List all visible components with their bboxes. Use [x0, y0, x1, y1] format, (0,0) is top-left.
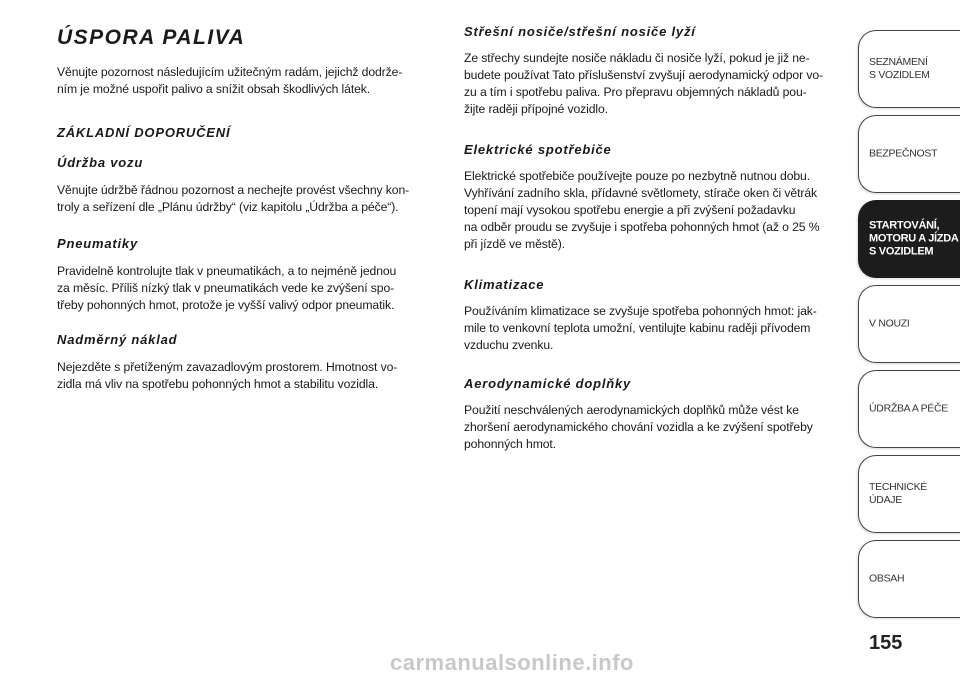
intro-line-2: ním je možné uspořit palivo a snížit obsah škodlivých látek. [57, 82, 371, 96]
page-number: 155 [869, 632, 903, 654]
text-line: vzduchu zvenku. [464, 338, 554, 352]
tab-obsah[interactable] [858, 540, 960, 618]
text-line: pohonných hmot. [464, 437, 557, 451]
tab-udrzba[interactable] [858, 370, 960, 448]
text-line: Elektrické spotřebiče používejte pouze po nezbytně nutnou dobu. [464, 169, 811, 183]
text-line: Nejezděte s přetíženým zavazadlovým prostorem. Hmotnost vo- [57, 360, 398, 374]
load-heading: Nadměrný náklad [57, 332, 178, 347]
intro-paragraph [57, 64, 402, 98]
text-line: zidla má vliv na spotřebu pohonných hmot a stabilitu vozidla. [57, 377, 379, 391]
text-line: Vyhřívání zadního skla, přídavné světlomety, stírače oken či větrák [464, 186, 817, 200]
tab-seznameni[interactable] [858, 30, 960, 108]
watermark: carmanualsonline.info [390, 650, 634, 675]
ac-paragraph [464, 303, 817, 354]
roof-heading: Střešní nosiče/střešní nosiče lyží [464, 24, 696, 39]
ac-heading: Klimatizace [464, 277, 545, 292]
text-line: zu a tím i spotřebu paliva. Pro přepravu objemných nákladů pou- [464, 85, 807, 99]
tyres-paragraph [57, 263, 396, 314]
text-line: Věnujte údržbě řádnou pozornost a nechejte provést všechny kon- [57, 183, 410, 197]
page-title: ÚSPORA PALIVA [57, 26, 246, 49]
text-line: zhoršení aerodynamického chování vozidla a ke zvýšení spotřeby [464, 420, 813, 434]
maintenance-heading: Údržba vozu [57, 155, 144, 170]
tab-label: STARTOVÁNÍ, MOTORU A JÍZDA S VOZIDLEM [869, 219, 959, 258]
text-line: třeby pohonných hmot, protože je vyšší valivý odpor pneumatik. [57, 298, 395, 312]
tyres-heading: Pneumatiky [57, 236, 138, 251]
text-line: troly a seřízení dle „Plánu údržby“ (viz kapitolu „Údržba a péče“). [57, 200, 399, 214]
aero-paragraph [464, 402, 813, 453]
electric-paragraph [464, 168, 820, 253]
tab-label: TECHNICKÉ ÚDAJE [869, 481, 927, 506]
electric-heading: Elektrické spotřebiče [464, 142, 612, 157]
text-line: Používáním klimatizace se zvyšuje spotřeba pohonných hmot: jak- [464, 304, 817, 318]
maintenance-paragraph [57, 182, 409, 216]
section-heading: ZÁKLADNÍ DOPORUČENÍ [57, 125, 231, 140]
text-line: žijte raději přípojné vozidlo. [464, 102, 609, 116]
text-line: mile to venkovní teplota umožní, ventilujte kabinu raději přívodem [464, 321, 811, 335]
text-line: budete používat Tato příslušenství zvyšují aerodynamický odpor vo- [464, 68, 823, 82]
tab-bezpecnost[interactable] [858, 115, 960, 193]
tab-label: V NOUZI [869, 317, 910, 330]
tab-label: BEZPEČNOST [869, 147, 938, 160]
text-line: za měsíc. Příliš nízký tlak v pneumatikách vede ke zvýšení spo- [57, 281, 395, 295]
text-line: na odběr proudu se zvyšuje i spotřeba pohonných hmot (až o 25 % [464, 220, 820, 234]
load-paragraph [57, 359, 397, 393]
text-line: topení mají vysokou spotřebu energie a při zvýšení požadavku [464, 203, 796, 217]
tab-label: OBSAH [869, 572, 905, 585]
tab-v-nouzi[interactable] [858, 285, 960, 363]
text-line: Použití neschválených aerodynamických doplňků může vést ke [464, 403, 799, 417]
intro-line-1: Věnujte pozornost následujícím užitečným radám, jejichž dodrže- [57, 65, 403, 79]
tab-startovani[interactable] [858, 200, 960, 278]
roof-paragraph [464, 50, 823, 118]
tab-technicke-udaje[interactable] [858, 455, 960, 533]
text-line: při jízdě ve městě). [464, 237, 565, 251]
tab-label: SEZNÁMENÍ S VOZIDLEM [869, 56, 930, 81]
tab-label: ÚDRŽBA A PÉČE [869, 402, 948, 415]
aero-heading: Aerodynamické doplňky [464, 376, 632, 391]
text-line: Ze střechy sundejte nosiče nákladu či nosiče lyží, pokud je již ne- [464, 51, 810, 65]
text-line: Pravidelně kontrolujte tlak v pneumatikách, a to nejméně jednou [57, 264, 397, 278]
